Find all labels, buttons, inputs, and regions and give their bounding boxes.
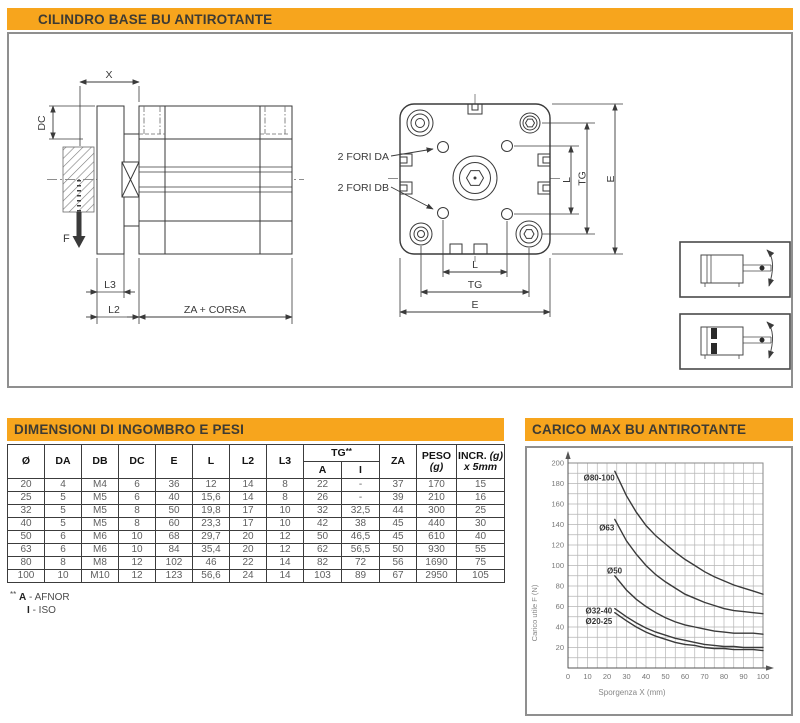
table-cell: 8 [119, 505, 156, 518]
y-tick-label: 200 [551, 458, 564, 468]
table-cell: 15 [457, 479, 505, 492]
table-cell: 50 [8, 531, 45, 544]
col-header-peso: PESO (g) [417, 445, 457, 479]
table-cell: 72 [342, 557, 380, 570]
table-cell: 22 [304, 479, 342, 492]
table-row [8, 492, 505, 505]
x-tick-label: 40 [641, 672, 651, 681]
x-tick-label: 70 [700, 672, 709, 681]
table-cell: 14 [230, 479, 267, 492]
table-header [8, 445, 505, 479]
col-header-db: DB [82, 445, 119, 479]
table-cell: 35,4 [193, 544, 230, 557]
y-tick-label: 180 [551, 479, 564, 489]
chart-title-bar [525, 418, 793, 441]
table-cell: 14 [267, 570, 304, 583]
table-cell: 2950 [417, 570, 457, 583]
table-cell: - [342, 492, 380, 505]
table-cell: 45 [380, 518, 417, 531]
table-cell: 84 [156, 544, 193, 557]
col-header-tg: TG** [304, 445, 380, 462]
table-cell: 22 [230, 557, 267, 570]
table-cell: 26 [304, 492, 342, 505]
footnote: ** A - AFNOR I - ISO [10, 590, 70, 616]
table-cell: M10 [82, 570, 119, 583]
table-cell: 5 [45, 518, 82, 531]
table-row [8, 570, 505, 583]
table-row [8, 479, 505, 492]
fori-da-label: 2 FORI DA [337, 151, 389, 163]
dim-dc-label: DC [36, 115, 48, 131]
col-header-l: L [193, 445, 230, 479]
table-cell: 19,8 [193, 505, 230, 518]
table-cell: 50 [156, 505, 193, 518]
table-cell: 440 [417, 518, 457, 531]
table-cell: 63 [8, 544, 45, 557]
table-cell: 100 [8, 570, 45, 583]
table-cell: 45 [380, 531, 417, 544]
y-axis-arrow [565, 451, 570, 459]
table-cell: 50 [380, 544, 417, 557]
table-cell: 44 [380, 505, 417, 518]
table-cell: 10 [119, 544, 156, 557]
dim-l2-label: L2 [108, 304, 120, 316]
series-label: Ø32-40 [585, 606, 613, 616]
table-cell: 12 [267, 544, 304, 557]
x-tick-label: 10 [583, 672, 592, 681]
x-tick-label: 30 [622, 672, 631, 681]
y-axis-title: Carico utile F (N) [530, 584, 539, 642]
x-tick-label: 100 [756, 672, 770, 681]
no-rotation-arrow-icon [767, 322, 773, 358]
table-cell: 37 [380, 479, 417, 492]
no-rotation-arrow-icon [767, 250, 773, 286]
load-block [63, 147, 94, 212]
dimensions-title: DIMENSIONI DI INGOMBRO E PESI [14, 422, 245, 437]
table-cell: 8 [267, 479, 304, 492]
table-cell: 75 [457, 557, 505, 570]
front-view-drawing [388, 94, 623, 317]
dim-tg-bottom-label: TG [467, 279, 483, 291]
center-hex-boss [453, 156, 497, 200]
table-cell: 10 [267, 505, 304, 518]
table-cell: 105 [457, 570, 505, 583]
table-cell: M5 [82, 492, 119, 505]
table-row [8, 544, 505, 557]
table-cell: 1690 [417, 557, 457, 570]
table-cell: 60 [156, 518, 193, 531]
table-cell: 20 [230, 531, 267, 544]
x-tick-label: 50 [661, 672, 670, 681]
table-cell: 62 [304, 544, 342, 557]
table-cell: 10 [119, 531, 156, 544]
series-curve [615, 613, 763, 651]
table-cell: 32 [8, 505, 45, 518]
dim-e-bottom-label: E [471, 299, 479, 311]
table-cell: M8 [82, 557, 119, 570]
table-cell: M5 [82, 505, 119, 518]
dim-l3-label: L3 [104, 279, 116, 291]
dim-l-side-label: L [561, 177, 573, 183]
table-cell: M6 [82, 531, 119, 544]
table-cell: 68 [156, 531, 193, 544]
series-label: Ø50 [607, 566, 623, 576]
pictogram-box-1 [680, 242, 790, 297]
side-view-drawing [47, 82, 304, 324]
x-axis-title: Sporgenza X (mm) [598, 688, 666, 697]
table-cell: 20 [8, 479, 45, 492]
table-cell: 29,7 [193, 531, 230, 544]
table-cell: 17 [230, 518, 267, 531]
y-tick-label: 100 [551, 561, 564, 571]
table-cell: 103 [304, 570, 342, 583]
table-row [8, 518, 505, 531]
table-cell: 25 [8, 492, 45, 505]
table-cell: 55 [457, 544, 505, 557]
table-cell: 102 [156, 557, 193, 570]
table-cell: 40 [8, 518, 45, 531]
dim-l-bottom-label: L [472, 259, 478, 271]
table-cell: 12 [267, 531, 304, 544]
dimensions-table [7, 444, 505, 583]
table-cell: 40 [457, 531, 505, 544]
table-cell: 24 [230, 570, 267, 583]
y-tick-label: 120 [551, 540, 564, 550]
x-axis-arrow [766, 665, 774, 670]
y-tick-label: 20 [555, 643, 564, 653]
col-header-diam: Ø [8, 445, 45, 479]
series-label: Ø80-100 [583, 473, 615, 483]
table-cell: 17 [230, 505, 267, 518]
y-tick-label: 160 [551, 499, 564, 509]
load-chart [527, 448, 791, 714]
table-cell: 10 [267, 518, 304, 531]
dim-x-label: X [105, 69, 113, 81]
col-header-incr: INCR. (g) x 5mm [457, 445, 505, 479]
table-cell: 8 [45, 557, 82, 570]
series-label: Ø63 [599, 523, 615, 533]
table-cell: 89 [342, 570, 380, 583]
series-curve [615, 576, 763, 634]
table-cell: M5 [82, 518, 119, 531]
table-cell: 6 [45, 531, 82, 544]
table-cell: 930 [417, 544, 457, 557]
table-cell: 14 [267, 557, 304, 570]
table-cell: 67 [380, 570, 417, 583]
table-cell: 30 [457, 518, 505, 531]
col-header-l3: L3 [267, 445, 304, 479]
table-cell: 14 [230, 492, 267, 505]
chart-panel [525, 446, 793, 716]
fori-db-label: 2 FORI DB [337, 182, 389, 194]
table-cell: 5 [45, 492, 82, 505]
table-cell: 56,6 [193, 570, 230, 583]
y-tick-label: 80 [555, 581, 564, 591]
table-cell: 6 [45, 544, 82, 557]
table-body [8, 479, 505, 583]
dim-za-corsa-label: ZA + CORSA [183, 304, 247, 316]
x-tick-label: 60 [680, 672, 690, 681]
table-cell: 38 [342, 518, 380, 531]
page-title-bar [7, 8, 793, 30]
table-cell: 82 [304, 557, 342, 570]
table-cell: 16 [457, 492, 505, 505]
table-cell: 300 [417, 505, 457, 518]
col-header-dc: DC [119, 445, 156, 479]
page-title: CILINDRO BASE BU ANTIROTANTE [38, 11, 273, 27]
table-cell: 23,3 [193, 518, 230, 531]
x-tick-label: 80 [719, 672, 729, 681]
col-header-tg-a: A [304, 462, 342, 479]
table-cell: 12 [119, 557, 156, 570]
dim-e-side-label: E [605, 175, 617, 183]
y-tick-label: 60 [555, 602, 564, 612]
series-label: Ø20-25 [585, 616, 613, 626]
col-header-za: ZA [380, 445, 417, 479]
table-cell: 4 [45, 479, 82, 492]
table-cell: 25 [457, 505, 505, 518]
table-cell: 32 [304, 505, 342, 518]
table-cell: 8 [267, 492, 304, 505]
table-cell: 12 [119, 570, 156, 583]
table-cell: 50 [304, 531, 342, 544]
table-cell: 10 [45, 570, 82, 583]
table-cell: - [342, 479, 380, 492]
pictogram-box-2 [680, 314, 790, 369]
x-tick-label: 20 [602, 672, 612, 681]
y-tick-label: 140 [551, 520, 564, 530]
table-row [8, 531, 505, 544]
table-cell: 40 [156, 492, 193, 505]
table-cell: 56 [380, 557, 417, 570]
y-tick-label: 40 [555, 622, 564, 632]
table-cell: 56,5 [342, 544, 380, 557]
table-cell: 5 [45, 505, 82, 518]
table-cell: 46 [193, 557, 230, 570]
x-tick-label: 0 [565, 672, 571, 681]
table-row [8, 557, 505, 570]
table-cell: 15,6 [193, 492, 230, 505]
table-cell: 20 [230, 544, 267, 557]
table-cell: 12 [193, 479, 230, 492]
col-header-da: DA [45, 445, 82, 479]
force-label: F [63, 233, 70, 245]
col-header-tg-i: I [342, 462, 380, 479]
dim-tg-side-label: TG [576, 171, 589, 186]
table-cell: 6 [119, 492, 156, 505]
chart-title: CARICO MAX BU ANTIROTANTE [532, 422, 747, 437]
table-cell: 8 [119, 518, 156, 531]
x-tick-label: 90 [739, 672, 748, 681]
table-cell: 36 [156, 479, 193, 492]
table-cell: 32,5 [342, 505, 380, 518]
table-cell: M4 [82, 479, 119, 492]
table-cell: 610 [417, 531, 457, 544]
table-cell: M6 [82, 544, 119, 557]
table-cell: 170 [417, 479, 457, 492]
table-cell: 80 [8, 557, 45, 570]
drawings-panel [7, 32, 793, 388]
table-cell: 42 [304, 518, 342, 531]
table-row [8, 505, 505, 518]
table-cell: 123 [156, 570, 193, 583]
table-cell: 210 [417, 492, 457, 505]
table-cell: 46,5 [342, 531, 380, 544]
technical-drawing [9, 34, 791, 386]
table-cell: 6 [119, 479, 156, 492]
table-cell: 39 [380, 492, 417, 505]
col-header-e: E [156, 445, 193, 479]
dimensions-title-bar [7, 418, 504, 441]
col-header-l2: L2 [230, 445, 267, 479]
